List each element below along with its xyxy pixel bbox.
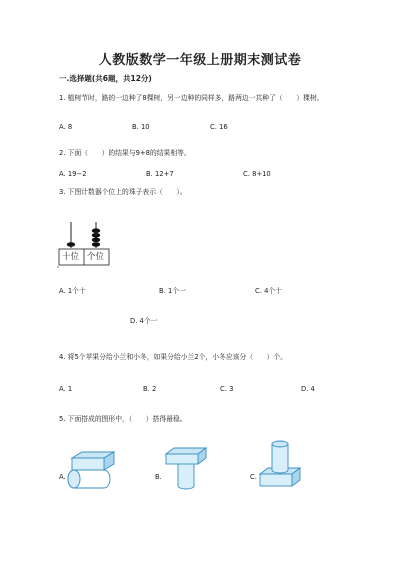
q1-option-b[interactable]: B. 10	[132, 123, 150, 131]
shape-a-cuboid-on-cylinder[interactable]	[66, 450, 118, 490]
ones-bead	[92, 238, 100, 243]
shape-b-cuboid-on-cylinder[interactable]	[162, 446, 210, 492]
q4-option-b[interactable]: B. 2	[143, 385, 157, 393]
ones-label: 个位	[87, 252, 105, 262]
q3-option-d[interactable]: D. 4个一	[130, 317, 158, 325]
question-1-stem: 1. 植树节时，路的一边种了8棵树，另一边种的同样多，路两边一共种了（ ）棵树。	[59, 94, 324, 102]
q3-option-b[interactable]: B. 1个一	[159, 287, 186, 295]
ones-bead	[92, 242, 100, 247]
question-3-stem: 3. 下图计数器个位上的珠子表示（ ）。	[59, 188, 187, 196]
q3-option-a[interactable]: A. 1个十	[59, 287, 86, 295]
q2-option-a[interactable]: A. 19−2	[59, 170, 87, 178]
ones-bead	[92, 228, 100, 233]
q1-option-c[interactable]: C. 16	[210, 123, 228, 131]
q2-option-b[interactable]: B. 12+7	[146, 170, 174, 178]
q4-option-a[interactable]: A. 1	[59, 385, 73, 393]
ones-beads	[92, 228, 100, 246]
q5-option-c[interactable]: C.	[250, 473, 257, 481]
shape-c-cylinder-on-cuboid[interactable]	[256, 440, 306, 492]
page-title: 人教版数学一年级上册期末测试卷	[98, 53, 302, 68]
question-4-stem: 4. 将5个苹果分给小兰和小冬，如果分给小兰2个，小冬应该分（ ）个。	[59, 353, 287, 361]
q4-option-c[interactable]: C. 3	[220, 385, 234, 393]
q4-option-d[interactable]: D. 4	[301, 385, 315, 393]
section-heading: 一.选择题(共6题，共12分)	[59, 74, 152, 83]
tens-label: 十位	[62, 252, 80, 262]
question-2-stem: 2. 下面（ ）的结果与9+8的结果相等。	[59, 149, 191, 157]
question-5-stem: 5. 下面搭成的图形中，（ ）搭得最稳。	[59, 415, 187, 423]
q2-option-c[interactable]: C. 8+10	[243, 170, 271, 178]
tens-bead	[67, 242, 75, 247]
ones-bead	[92, 233, 100, 238]
q5-option-a[interactable]: A.	[59, 473, 66, 481]
q1-option-a[interactable]: A. 8	[59, 123, 73, 131]
q5-option-b[interactable]: B.	[155, 473, 162, 481]
q3-option-c[interactable]: C. 4个十	[255, 287, 282, 295]
